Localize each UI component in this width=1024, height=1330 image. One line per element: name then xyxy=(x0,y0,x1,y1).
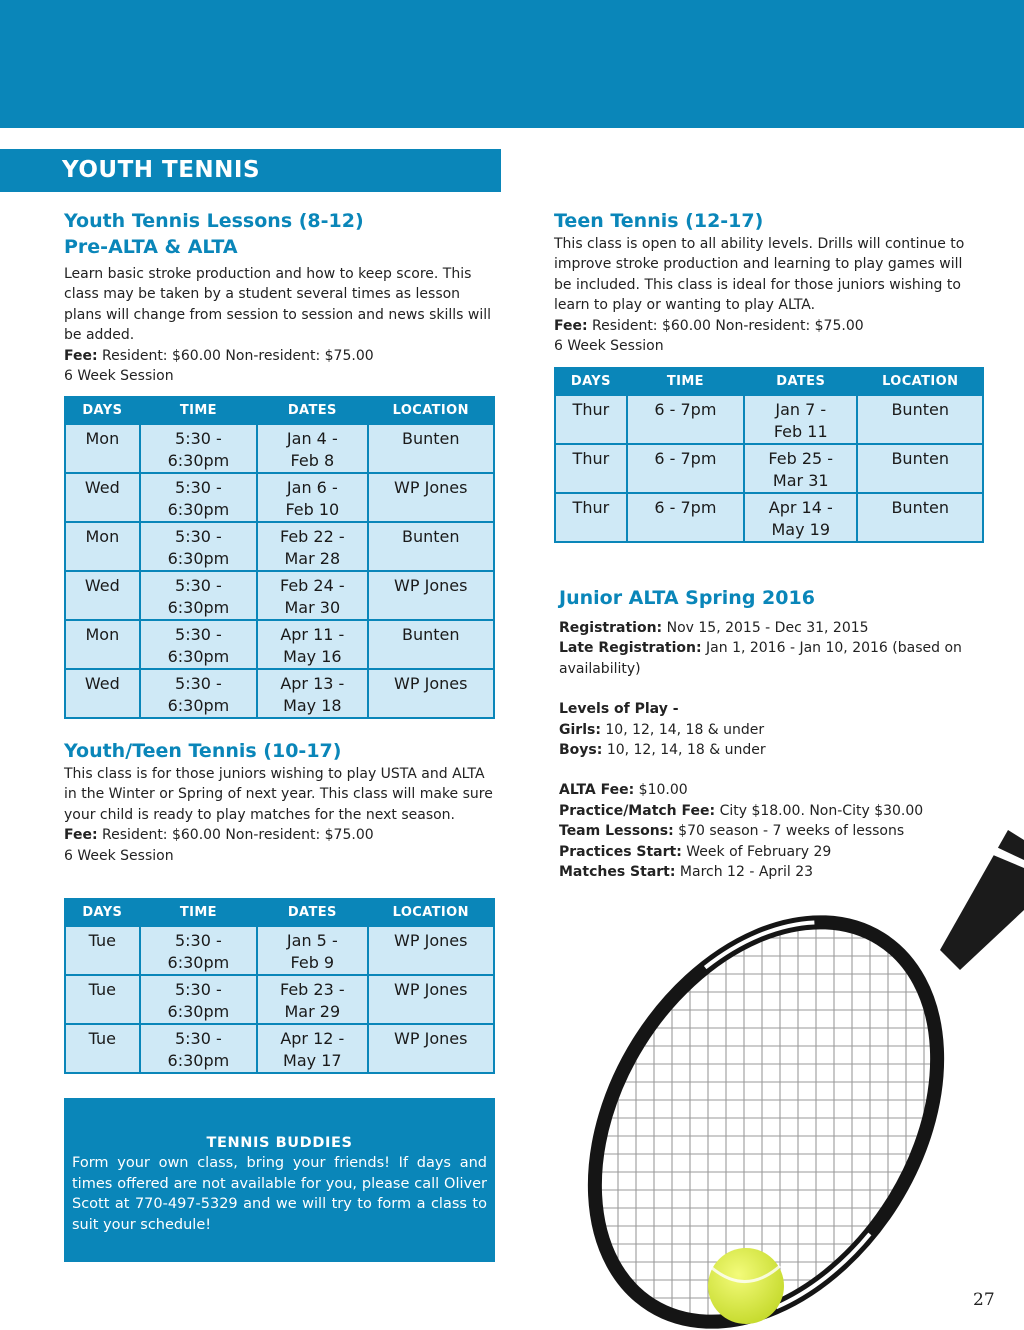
fee-text: Resident: $60.00 Non-resident: $75.00 xyxy=(102,347,374,364)
youth-teen-fee xyxy=(64,825,496,845)
day-cell xyxy=(65,571,140,620)
table-row xyxy=(555,444,983,493)
girls-value: 10, 12, 14, 18 & under xyxy=(605,721,765,738)
dates-cell xyxy=(257,975,367,1024)
location-cell xyxy=(857,493,983,542)
day-cell xyxy=(65,620,140,669)
time-cell xyxy=(140,975,258,1024)
date-start: Feb 22 - xyxy=(280,527,345,546)
location-cell-text: Bunten xyxy=(401,527,460,546)
youth-teen-schedule-table-wrap xyxy=(64,898,495,1074)
lessons-fee xyxy=(64,346,496,366)
date-start: Jan 4 - xyxy=(286,429,338,448)
time-cell-text: 5:30 - 6:30pm xyxy=(167,931,230,972)
date-end: May 16 xyxy=(283,647,342,666)
column-header: DAYS xyxy=(65,397,140,424)
time-cell-text: 5:30 - 6:30pm xyxy=(167,576,230,617)
location-cell xyxy=(368,975,495,1024)
day-cell-text: Wed xyxy=(84,576,120,595)
date-start: Jan 6 - xyxy=(286,478,338,497)
location-cell-text: WP Jones xyxy=(394,478,468,497)
time-cell-text: 5:30 - 6:30pm xyxy=(167,527,230,568)
column-header: LOCATION xyxy=(368,899,495,926)
day-cell-text: Thur xyxy=(572,498,610,517)
matches-start-line xyxy=(559,862,969,882)
fee-label: Fee: xyxy=(64,827,98,844)
location-cell-text: Bunten xyxy=(401,625,460,644)
date-start: Apr 12 - xyxy=(280,1029,345,1048)
tennis-racket-illustration xyxy=(560,820,1024,1330)
time-cell xyxy=(140,473,257,522)
buddies-title: TENNIS BUDDIES xyxy=(206,1135,353,1151)
day-cell xyxy=(555,444,627,493)
table-row xyxy=(555,493,983,542)
date-end: Mar 29 xyxy=(284,1002,341,1021)
header-band xyxy=(0,0,1024,128)
location-cell xyxy=(368,1024,495,1073)
day-cell xyxy=(65,1024,140,1073)
time-cell xyxy=(140,522,257,571)
dates-cell xyxy=(744,444,857,493)
time-cell xyxy=(140,669,257,718)
day-cell xyxy=(555,395,627,444)
day-cell-text: Tue xyxy=(88,931,116,950)
tennis-ball-illustration xyxy=(708,1248,784,1324)
practice-fee-label: Practice/Match Fee: xyxy=(559,802,716,819)
column-header: DATES xyxy=(744,368,857,395)
fee-label: Fee: xyxy=(554,317,588,334)
time-cell xyxy=(140,1024,258,1073)
girls-line xyxy=(559,720,969,740)
column-header: DAYS xyxy=(65,899,140,926)
tennis-buddies-box xyxy=(64,1098,495,1262)
lessons-title-line2: Pre-ALTA & ALTA xyxy=(64,236,238,258)
table-header-row xyxy=(65,397,494,424)
time-cell xyxy=(627,395,744,444)
time-cell-text: 5:30 - 6:30pm xyxy=(167,1029,230,1070)
day-cell xyxy=(555,493,627,542)
column-header: DATES xyxy=(257,397,367,424)
column-header: TIME xyxy=(140,899,258,926)
time-cell xyxy=(140,571,257,620)
team-lessons-value: $70 season - 7 weeks of lessons xyxy=(678,823,905,840)
location-cell xyxy=(368,473,495,522)
day-cell-text: Wed xyxy=(84,674,120,693)
date-start: Feb 25 - xyxy=(768,449,834,468)
teen-section xyxy=(554,208,974,356)
youth-teen-description: This class is for those juniors wishing to play USTA and ALTA in the Winter or Spring of next year. This class will make sure your child is ready to play matches for the next season. xyxy=(64,766,493,823)
day-cell-text: Mon xyxy=(85,429,120,448)
table-row xyxy=(65,669,494,718)
date-end: Feb 10 xyxy=(285,500,340,519)
date-end: Feb 9 xyxy=(290,953,335,972)
teen-title: Teen Tennis (12-17) xyxy=(554,210,764,232)
time-cell-text: 6 - 7pm xyxy=(654,498,717,517)
dates-cell xyxy=(257,571,367,620)
time-cell xyxy=(140,424,257,473)
location-cell xyxy=(857,444,983,493)
junior-alta-section xyxy=(559,585,969,882)
table-header-row xyxy=(555,368,983,395)
team-lessons-line xyxy=(559,821,969,841)
day-cell xyxy=(65,926,140,975)
column-header: DAYS xyxy=(555,368,627,395)
time-cell xyxy=(140,926,258,975)
column-header: LOCATION xyxy=(857,368,983,395)
date-end: Feb 8 xyxy=(290,451,335,470)
table-row xyxy=(65,424,494,473)
date-end: Feb 11 xyxy=(773,422,828,441)
table-header-row xyxy=(65,899,494,926)
date-end: Mar 30 xyxy=(284,598,341,617)
time-cell-text: 5:30 - 6:30pm xyxy=(167,478,230,519)
section-banner xyxy=(0,149,501,192)
lessons-title-line1: Youth Tennis Lessons (8-12) xyxy=(64,210,364,232)
youth-teen-schedule-table xyxy=(64,898,495,1074)
location-cell xyxy=(368,926,495,975)
day-cell xyxy=(65,975,140,1024)
table-row xyxy=(65,571,494,620)
table-row xyxy=(65,522,494,571)
dates-cell xyxy=(744,395,857,444)
alta-fee-value: $10.00 xyxy=(638,782,688,799)
location-cell-text: WP Jones xyxy=(394,1029,468,1048)
location-cell-text: WP Jones xyxy=(394,576,468,595)
teen-description: This class is open to all ability levels. Drills will continue to improve stroke production and learning to play games will be included. This class is ideal for those juniors wishing to learn to play or wanting to play ALTA. xyxy=(554,236,965,314)
practice-fee-value: City $18.00. Non-City $30.00 xyxy=(719,802,924,819)
date-start: Apr 14 - xyxy=(768,498,833,517)
girls-label: Girls: xyxy=(559,721,601,738)
table-row xyxy=(65,975,494,1024)
date-end: May 18 xyxy=(283,696,342,715)
date-start: Feb 24 - xyxy=(280,576,345,595)
location-cell-text: Bunten xyxy=(401,429,460,448)
location-cell xyxy=(368,669,495,718)
practices-start-line xyxy=(559,842,969,862)
youth-teen-session: 6 Week Session xyxy=(64,847,174,864)
fee-text: Resident: $60.00 Non-resident: $75.00 xyxy=(592,317,864,334)
registration-line xyxy=(559,618,969,638)
matches-start-value: March 12 - April 23 xyxy=(679,864,814,881)
teen-fee xyxy=(554,316,974,336)
dates-cell xyxy=(257,669,367,718)
lessons-schedule-table xyxy=(64,396,495,719)
location-cell-text: WP Jones xyxy=(394,931,468,950)
practices-start-value: Week of February 29 xyxy=(686,843,832,860)
time-cell-text: 5:30 - 6:30pm xyxy=(167,674,230,715)
dates-cell xyxy=(744,493,857,542)
time-cell-text: 5:30 - 6:30pm xyxy=(167,429,230,470)
section-title: YOUTH TENNIS xyxy=(62,157,261,183)
dates-cell xyxy=(257,1024,367,1073)
day-cell-text: Thur xyxy=(572,400,610,419)
day-cell-text: Mon xyxy=(85,527,120,546)
boys-line xyxy=(559,740,969,760)
teen-schedule-table xyxy=(554,367,984,543)
day-cell-text: Tue xyxy=(88,980,116,999)
teen-schedule-table-wrap xyxy=(554,367,984,543)
alta-fee-label: ALTA Fee: xyxy=(559,782,635,799)
lessons-8-12-section xyxy=(64,208,496,386)
practice-fee-line xyxy=(559,801,969,821)
table-row xyxy=(65,926,494,975)
lessons-schedule-table-wrap xyxy=(64,396,495,719)
column-header: TIME xyxy=(627,368,744,395)
team-lessons-label: Team Lessons: xyxy=(559,823,674,840)
time-cell-text: 5:30 - 6:30pm xyxy=(167,980,230,1021)
location-cell-text: WP Jones xyxy=(394,674,468,693)
time-cell xyxy=(627,444,744,493)
youth-teen-title: Youth/Teen Tennis (10-17) xyxy=(64,740,342,762)
day-cell xyxy=(65,424,140,473)
column-header: DATES xyxy=(257,899,367,926)
time-cell-text: 6 - 7pm xyxy=(654,400,717,419)
date-end: May 19 xyxy=(771,520,830,539)
location-cell xyxy=(857,395,983,444)
location-cell-text: Bunten xyxy=(891,498,949,517)
date-start: Apr 11 - xyxy=(280,625,345,644)
lessons-description: Learn basic stroke production and how to keep score. This class may be taken by a student several times as lesson plans will change from session to session and news skills will be added. xyxy=(64,266,491,344)
day-cell xyxy=(65,473,140,522)
registration-label: Registration: xyxy=(559,620,663,636)
lessons-session: 6 Week Session xyxy=(64,368,174,385)
date-start: Jan 5 - xyxy=(286,931,338,950)
date-start: Apr 13 - xyxy=(280,674,345,693)
late-registration-line xyxy=(559,638,969,679)
time-cell-text: 5:30 - 6:30pm xyxy=(167,625,230,666)
table-row xyxy=(65,1024,494,1073)
levels-label: Levels of Play - xyxy=(559,701,679,718)
youth-teen-section xyxy=(64,738,496,866)
junior-alta-title: Junior ALTA Spring 2016 xyxy=(559,587,815,609)
location-cell xyxy=(368,424,495,473)
dates-cell xyxy=(257,620,367,669)
page-number: 27 xyxy=(973,1290,995,1310)
day-cell-text: Tue xyxy=(88,1029,116,1048)
date-end: Mar 31 xyxy=(772,471,829,490)
registration-value: Nov 15, 2015 - Dec 31, 2015 xyxy=(666,620,869,636)
table-row xyxy=(65,620,494,669)
dates-cell xyxy=(257,473,367,522)
location-cell-text: Bunten xyxy=(891,449,949,468)
matches-start-label: Matches Start: xyxy=(559,864,676,881)
alta-fee-line xyxy=(559,780,969,800)
dates-cell xyxy=(257,926,367,975)
day-cell xyxy=(65,522,140,571)
late-registration-value: Jan 1, 2016 - Jan 10, 2016 (based on availability) xyxy=(559,640,962,677)
location-cell xyxy=(368,620,495,669)
late-registration-label: Late Registration: xyxy=(559,640,702,657)
location-cell-text: WP Jones xyxy=(394,980,468,999)
table-row xyxy=(555,395,983,444)
date-end: May 17 xyxy=(283,1051,342,1070)
date-start: Jan 7 - xyxy=(775,400,827,419)
time-cell xyxy=(627,493,744,542)
day-cell-text: Thur xyxy=(572,449,610,468)
location-cell-text: Bunten xyxy=(891,400,949,419)
location-cell xyxy=(368,571,495,620)
dates-cell xyxy=(257,522,367,571)
column-header: LOCATION xyxy=(368,397,495,424)
location-cell xyxy=(368,522,495,571)
teen-session: 6 Week Session xyxy=(554,338,664,355)
day-cell-text: Mon xyxy=(85,625,120,644)
column-header: TIME xyxy=(140,397,257,424)
fee-label: Fee: xyxy=(64,347,98,364)
time-cell-text: 6 - 7pm xyxy=(654,449,717,468)
buddies-text: Form your own class, bring your friends! If days and times offered are not available for you, please call Oliver Scott at 770-497-5329 and we will try to form a class to suit your schedule! xyxy=(72,1155,487,1233)
time-cell xyxy=(140,620,257,669)
date-start: Feb 23 - xyxy=(280,980,345,999)
date-end: Mar 28 xyxy=(284,549,341,568)
dates-cell xyxy=(257,424,367,473)
day-cell-text: Wed xyxy=(84,478,120,497)
fee-text: Resident: $60.00 Non-resident: $75.00 xyxy=(102,827,374,844)
boys-label: Boys: xyxy=(559,742,603,759)
table-row xyxy=(65,473,494,522)
day-cell xyxy=(65,669,140,718)
practices-start-label: Practices Start: xyxy=(559,843,682,860)
boys-value: 10, 12, 14, 18 & under xyxy=(606,742,766,759)
